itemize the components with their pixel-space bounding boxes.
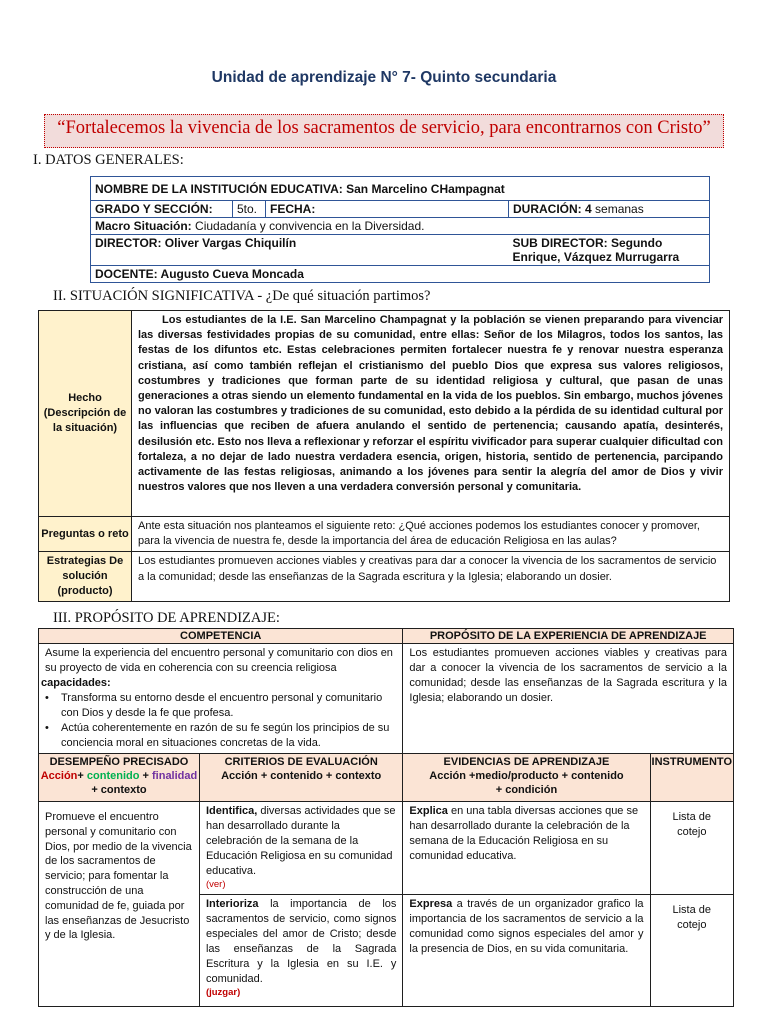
capacidad-item: • Transforma su entorno desde el encuentro personal y comunitario con Dios y desde la fe que profesa.: [61, 691, 398, 721]
criterios-header: [199, 754, 402, 802]
instrumento-header: INSTRUMENTO: [650, 754, 733, 802]
competencia-header: COMPETENCIA: [39, 629, 403, 644]
desempeno-text: Promueve el encuentro personal y comunitario con Dios, por medio de la vivencia de los sacramentos de servicio; para fomentar la construcción de una comunidad de fe, guiada por las enseñanzas de Jesucristo y de la Iglesia.: [39, 802, 200, 1007]
duracion-unit: semanas: [591, 202, 644, 216]
formula-accion: Acción: [40, 770, 78, 782]
evidencias-title: EVIDENCIAS DE APRENDIZAJE: [443, 756, 610, 768]
duracion-cell: [509, 201, 710, 218]
macro-label: Macro Situación:: [95, 219, 192, 233]
evidencia-row: [403, 802, 650, 895]
macro-value: Ciudadanía y convivencia en la Diversidad.: [191, 219, 425, 233]
criterio-row: [199, 895, 402, 1007]
preguntas-label: Preguntas o reto: [39, 517, 132, 552]
criterio-tag: (juzgar): [205, 987, 241, 998]
grado-value: 5to.: [233, 201, 266, 218]
proposito-header: PROPÓSITO DE LA EXPERIENCIA DE APRENDIZAJE: [403, 629, 734, 644]
evidencia-verb: Expresa: [409, 898, 453, 910]
hecho-text: Los estudiantes de la I.E. San Marcelino Champagnat y la población se vienen preparando para vivenciar las diversas festividades propias de su comunidad, entre ellas: Señor de los Milagros, todos los santos, las festas de los difuntos etc. Estas celebraciones permiten fortalecer nuestra fe y renovar nuestra esperanza cristiana, así como también reflejan el cristianismo del pueblo Dios que expresa sus valores religiosos, costumbres y tradiciones que forman parte de su identidad religiosa y cultural, que pasan de unas generaciones a otras siendo un elemento fundamental en la vida de los pueblos. Sin embargo, muchos jóvenes no valoran las costumbres y tradiciones de su comunidad, esto debido a la pérdida de su identidad cultural por las influencias que reciben de afuera anulando el sentido de pertenencia; causando apatía, desinterés, desilusión etc. Esto nos lleva a reflexionar y reforzar el espíritu vivificador para superar cualquier dificultad con fortaleza, a no dejar de lado nuestra verdadera esencia, origen, historia, sentido de pertenencia, parcipando activamente de las festas religiosas, animando a los jóvenes para sentir la alegría del amor de Dios y vivir nuestros valores que nos lleven a una verdadera conversión personal y comunitaria.: [132, 311, 730, 517]
duracion-value: 4: [585, 202, 592, 216]
capacidad-item: • Actúa coherentemente en razón de su fe según los principios de su conciencia moral en situaciones concretas de la vida.: [61, 721, 398, 751]
grado-label: GRADO Y SECCIÓN:: [91, 201, 233, 218]
criterio-tag: (ver): [205, 879, 226, 890]
director-cell: DIRECTOR: Oliver Vargas Chiquilín: [91, 235, 509, 266]
subdirector-cell: SUB DIRECTOR: Segundo Enrique, Vázquez Murrugarra: [509, 235, 710, 266]
formula-contenido: contenido: [86, 770, 140, 782]
document-title: Unidad de aprendizaje N° 7- Quinto secundaria: [211, 69, 557, 86]
unit-title-text: “Fortalecemos la vivencia de los sacramentos de servicio, para encontrarnos con Cristo”: [57, 118, 711, 138]
desempeno-formula: Acción+ contenido + finalidad: [40, 770, 198, 782]
evidencia-row: [403, 895, 650, 1007]
capacidades-label: capacidades:: [41, 677, 111, 689]
criterio-verb: Identifica,: [205, 805, 258, 817]
instrumento-cell: Lista de cotejo: [650, 895, 733, 1007]
proposito-text: Los estudiantes promueven acciones viables y creativas para dar a conocer la vivencia de los sacramentos de servicio a la comunidad; desde las enseñanzas de la Sagrada escritura y la Iglesia; elaborando un dosier.: [403, 644, 734, 754]
competencia-cell: [39, 644, 403, 754]
evidencia-verb: Explica: [409, 805, 448, 817]
criterio-verb: Interioriza: [205, 898, 259, 910]
evidencia-text: en una tabla diversas acciones que se han desarrollado durante la celebración de la semana de la Educación Religiosa en su comunidad educativa.: [409, 805, 639, 862]
competencia-text: Asume la experiencia del encuentro personal y comunitario con dios en su proyecto de vida en coherencia con su creencia religiosa: [45, 647, 393, 674]
capacidades-list: [45, 691, 398, 751]
preguntas-text: Ante esta situación nos planteamos el siguiente reto: ¿Qué acciones podemos los estudiantes conocer y promover, para la vivencia de nuestra fe, desde la importancia del área de educación Religiosa en las aulas?: [132, 517, 730, 552]
datos-generales-table: [90, 176, 710, 283]
institucion-cell: NOMBRE DE LA INSTITUCIÓN EDUCATIVA: San Marcelino CHampagnat: [91, 177, 710, 201]
proposito-table: [38, 628, 734, 1007]
section-heading-proposito: III. PROPÓSITO DE APRENDIZAJE:: [53, 610, 280, 626]
macro-cell: [91, 218, 710, 235]
evidencia-text: a través de un organizador grafico la importancia de los sacramentos de servicio a la comunidad como signos especiales del amor y la presencia de Dios, en su vida comunitaria.: [409, 898, 644, 955]
formula-finalidad: finalidad: [152, 770, 198, 782]
estrategias-text: Los estudiantes promueven acciones viables y creativas para dar a conocer la vivencia de los sacramentos de servicio a la comunidad; desde las enseñanzas de la Sagrada escritura y la Iglesia; elaborando un dosier.: [132, 552, 730, 602]
evidencias-header: [403, 754, 650, 802]
criterio-row: [199, 802, 402, 895]
estrategias-label: Estrategias De solución (producto): [39, 552, 132, 602]
criterios-formula: Acción + contenido + contexto: [221, 770, 382, 782]
desempeno-header: [39, 754, 200, 802]
section-heading-situacion: II. SITUACIÓN SIGNIFICATIVA - ¿De qué situación partimos?: [53, 288, 431, 304]
formula-contexto: + contexto: [91, 784, 147, 796]
docente-cell: DOCENTE: Augusto Cueva Moncada: [91, 266, 710, 283]
duracion-label: DURACIÓN:: [513, 202, 582, 216]
hecho-label: Hecho (Descripción de la situación): [39, 311, 132, 517]
situacion-table: [38, 310, 730, 602]
evidencias-formula: Acción +medio/producto + contenido: [429, 770, 624, 782]
instrumento-cell: Lista de cotejo: [650, 802, 733, 895]
evidencias-formula-2: + condición: [495, 784, 558, 796]
fecha-label: FECHA:: [266, 201, 509, 218]
criterio-text: la importancia de los sacramentos de servicio, como signos especiales del amor de Cristo; desde las enseñanzas de la Sagrada Escritura y la Iglesia en su I.E. y comunidad.: [205, 898, 397, 985]
section-heading-datos: I. DATOS GENERALES:: [33, 152, 184, 168]
criterios-title: CRITERIOS DE EVALUACIÓN: [224, 756, 378, 768]
desempeno-title: DESEMPEÑO PRECISADO: [49, 756, 189, 768]
criterio-text: diversas actividades que se han desarrollado durante la celebración de la semana de la Educación Religiosa en su comunidad educativa.: [205, 805, 396, 877]
